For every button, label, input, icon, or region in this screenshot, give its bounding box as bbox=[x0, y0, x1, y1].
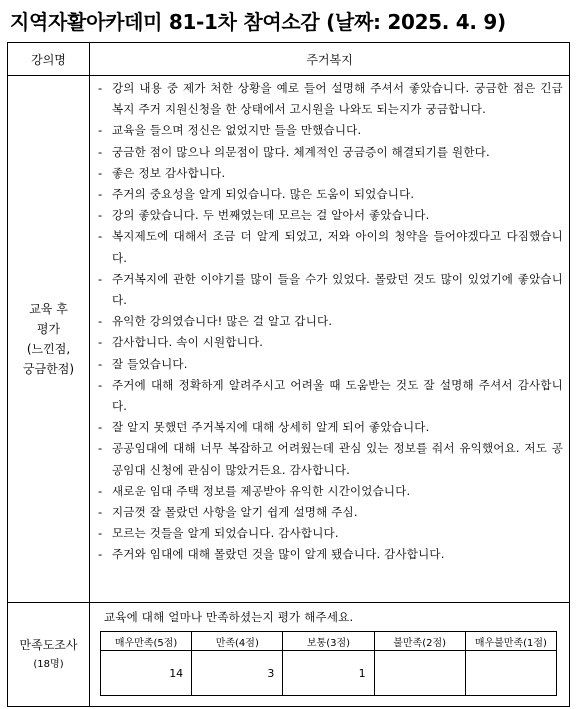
feedback-item: - 주거의 중요성을 알게 되었습니다. 많은 도움이 되었습니다. bbox=[98, 184, 563, 205]
rating-header-very-dissatisfied: 매우불만족(1점) bbox=[465, 632, 556, 651]
rating-header-satisfied: 만족(4점) bbox=[192, 632, 283, 651]
satisfaction-question: 교육에 대해 얼마나 만족하셨는지 평가 해주세요. bbox=[104, 610, 354, 624]
feedback-item: - 유익한 강의였습니다! 많은 걸 알고 갑니다. bbox=[98, 311, 563, 332]
feedback-item: - 좋은 정보 감사합니다. bbox=[98, 163, 563, 184]
page-title: 지역자활아카데미 81-1차 참여소감 (날짜: 2025. 4. 9) bbox=[10, 10, 506, 34]
feedback-item: - 교육을 들으며 정신은 없었지만 들을 만했습니다. bbox=[98, 120, 563, 141]
evaluation-label-line: 교육 후 bbox=[29, 302, 68, 316]
feedback-item: - 지금껏 잘 몰랐던 사항을 알기 쉽게 설명해 주심. bbox=[98, 502, 563, 523]
feedback-list bbox=[98, 78, 563, 566]
rating-value-dissatisfied bbox=[374, 651, 465, 696]
feedback-item: - 공공임대에 대해 너무 복잡하고 어려웠는데 관심 있는 정보를 줘서 유익했어요. 저도 공공임대 신청에 관심이 많았거든요. 감사합니다. bbox=[98, 438, 563, 480]
evaluation-label-line: 평가 bbox=[36, 322, 61, 336]
rating-value-row bbox=[101, 651, 557, 696]
feedback-item: - 강의 좋았습니다. 두 번째였는데 모르는 걸 알아서 좋았습니다. bbox=[98, 205, 563, 226]
feedback-item: - 복지제도에 대해서 조금 더 알게 되었고, 저와 아이의 청약을 들어야겠다고 다짐했습니다. bbox=[98, 226, 563, 268]
feedback-item: - 모르는 것들을 알게 되었습니다. 감사합니다. bbox=[98, 523, 563, 544]
survey-table bbox=[7, 42, 570, 707]
feedback-item: - 강의 내용 중 제가 처한 상황을 예로 들어 설명해 주셔서 좋았습니다. 궁금한 점은 긴급 복지 주거 지원신청을 한 상태에서 고시원을 나와도 되는지가 궁금합니다. bbox=[98, 78, 563, 120]
evaluation-label-line: 궁금한점) bbox=[22, 362, 75, 376]
lecture-name-value: 주거복지 bbox=[90, 43, 570, 76]
rating-value-very-satisfied: 14 bbox=[101, 651, 192, 696]
rating-header-neutral: 보통(3점) bbox=[283, 632, 374, 651]
rating-value-satisfied: 3 bbox=[192, 651, 283, 696]
rating-table bbox=[100, 631, 557, 696]
feedback-item: - 잘 알지 못했던 주거복지에 대해 상세히 알게 되어 좋았습니다. bbox=[98, 417, 563, 438]
rating-header-row bbox=[101, 632, 557, 651]
feedback-item: - 주거에 대해 정확하게 알려주시고 어려울 때 도움받는 것도 잘 설명해 주셔서 감사합니다. bbox=[98, 375, 563, 417]
evaluation-label-line: (느낀점, bbox=[26, 342, 71, 356]
rating-value-neutral: 1 bbox=[283, 651, 374, 696]
feedback-item: - 주거와 임대에 대해 몰랐던 것을 많이 알게 됐습니다. 감사합니다. bbox=[98, 544, 563, 565]
evaluation-content bbox=[90, 76, 570, 603]
feedback-item: - 궁금한 점이 많으나 의문점이 많다. 체계적인 궁금증이 해결되기를 원한다. bbox=[98, 142, 563, 163]
rating-value-very-dissatisfied bbox=[465, 651, 556, 696]
rating-header-very-satisfied: 매우만족(5점) bbox=[101, 632, 192, 651]
satisfaction-row bbox=[8, 603, 570, 707]
feedback-item: - 잘 들었습니다. bbox=[98, 354, 563, 375]
respondent-count: (18명) bbox=[33, 658, 64, 670]
feedback-item: - 새로운 임대 주택 정보를 제공받아 유익한 시간이었습니다. bbox=[98, 481, 563, 502]
evaluation-label bbox=[8, 76, 90, 603]
header-row bbox=[8, 43, 570, 76]
satisfaction-label-text: 만족도조사 bbox=[19, 637, 78, 652]
evaluation-row bbox=[8, 76, 570, 603]
satisfaction-label bbox=[8, 603, 90, 707]
feedback-item: - 주거복지에 관한 이야기를 많이 들을 수가 있었다. 몰랐던 것도 많이 있었기에 좋았습니다. bbox=[98, 269, 563, 311]
lecture-name-label: 강의명 bbox=[8, 43, 90, 76]
feedback-item: - 감사합니다. 속이 시원합니다. bbox=[98, 332, 563, 353]
rating-header-dissatisfied: 불만족(2점) bbox=[374, 632, 465, 651]
satisfaction-content bbox=[90, 603, 570, 707]
